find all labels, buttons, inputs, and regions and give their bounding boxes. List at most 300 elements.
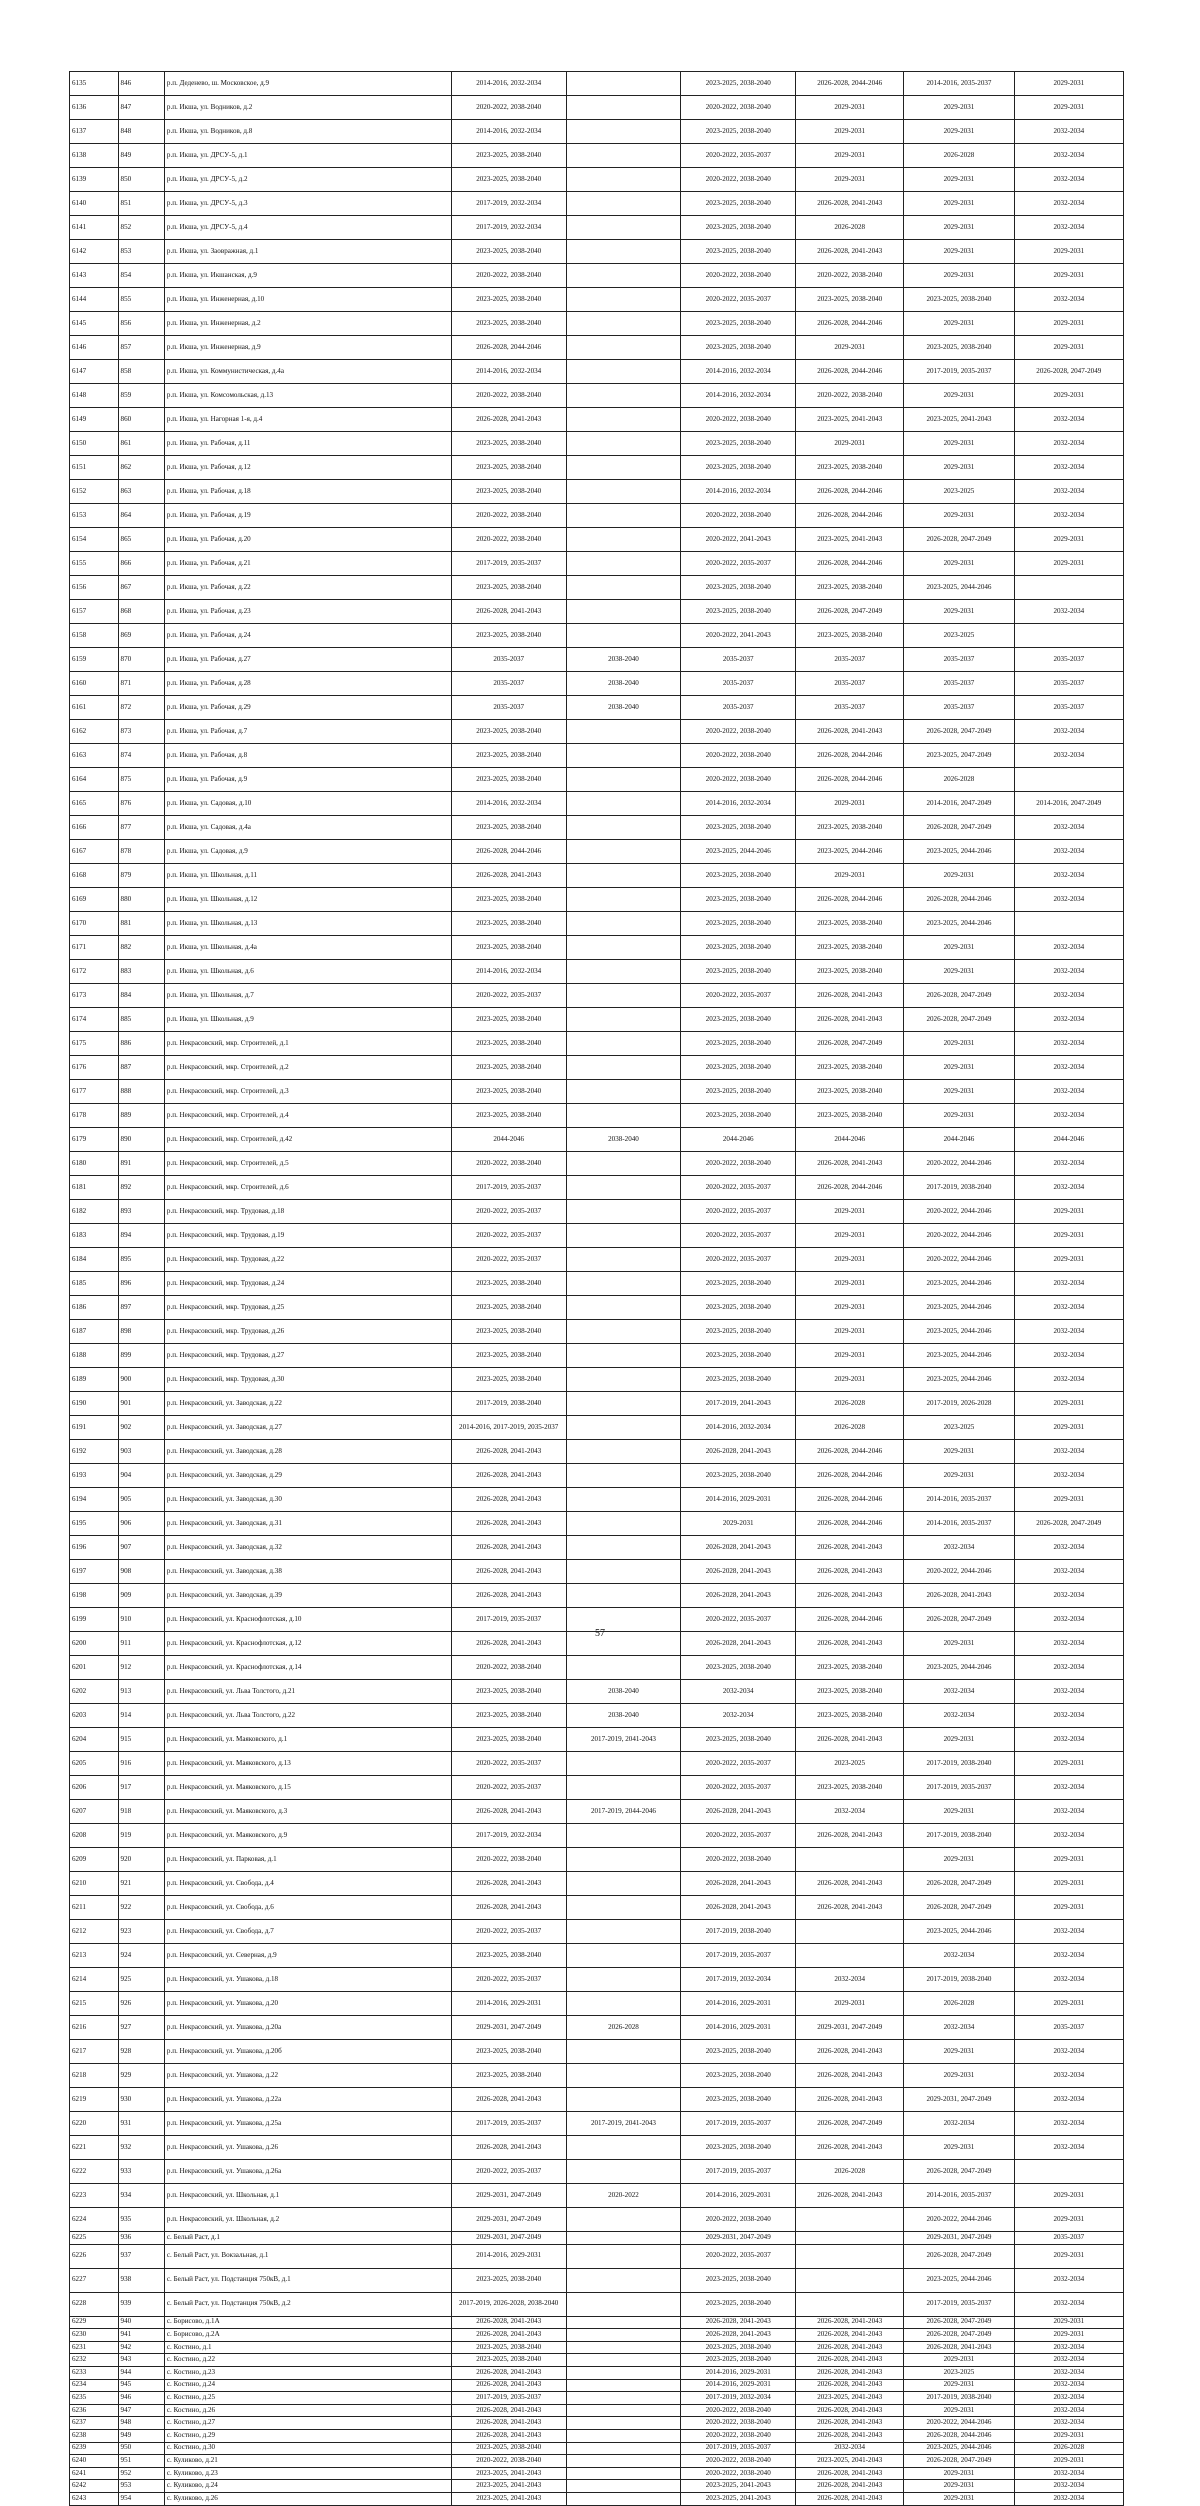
- cell-address: с. Костино, д.22: [164, 2354, 451, 2367]
- table-row: [70, 2492, 1124, 2505]
- cell-period-3: 2020-2022, 2035-2037: [681, 1200, 796, 1224]
- table-row: [70, 360, 1124, 384]
- cell-period-3: 2023-2025, 2038-2040: [681, 1344, 796, 1368]
- cell-period-3: 2044-2046: [681, 1128, 796, 1152]
- cell-period-5: 2029-2031: [904, 432, 1014, 456]
- cell-period-2: [566, 2429, 681, 2442]
- cell-house-number: 944: [118, 2366, 164, 2379]
- cell-row-number: 6232: [70, 2354, 119, 2367]
- cell-house-number: 907: [118, 1536, 164, 1560]
- cell-period-6: 2032-2034: [1014, 888, 1123, 912]
- cell-period-1: 2026-2028, 2041-2043: [451, 1872, 566, 1896]
- cell-house-number: 856: [118, 312, 164, 336]
- cell-period-4: 2026-2028, 2041-2043: [796, 2341, 904, 2354]
- cell-period-4: [796, 1944, 904, 1968]
- cell-row-number: 6202: [70, 1680, 119, 1704]
- cell-period-6: 2032-2034: [1014, 1824, 1123, 1848]
- cell-period-5: 2023-2025, 2044-2046: [904, 2442, 1014, 2455]
- cell-house-number: 932: [118, 2136, 164, 2160]
- cell-address: р.п. Некрасовский, ул. Свобода, д.4: [164, 1872, 451, 1896]
- cell-row-number: 6231: [70, 2341, 119, 2354]
- cell-period-2: [566, 888, 681, 912]
- cell-period-4: [796, 2268, 904, 2292]
- cell-house-number: 894: [118, 1224, 164, 1248]
- cell-period-4: 2023-2025, 2038-2040: [796, 288, 904, 312]
- cell-period-6: 2032-2034: [1014, 1056, 1123, 1080]
- cell-address: р.п. Икша, ул. Рабочая, д.12: [164, 456, 451, 480]
- cell-house-number: 878: [118, 840, 164, 864]
- cell-period-1: 2017-2019, 2035-2037: [451, 1608, 566, 1632]
- cell-address: р.п. Некрасовский, ул. Ушакова, д.22: [164, 2064, 451, 2088]
- cell-period-6: 2029-2031: [1014, 1992, 1123, 2016]
- cell-period-6: 2032-2034: [1014, 288, 1123, 312]
- cell-period-5: 2023-2025, 2044-2046: [904, 1344, 1014, 1368]
- cell-period-3: 2020-2022, 2038-2040: [681, 2417, 796, 2430]
- cell-period-6: 2029-2031: [1014, 1224, 1123, 1248]
- cell-period-2: [566, 1080, 681, 1104]
- cell-period-2: [566, 2040, 681, 2064]
- cell-period-1: 2017-2019, 2035-2037: [451, 2392, 566, 2405]
- cell-period-1: 2026-2028, 2041-2043: [451, 2379, 566, 2392]
- cell-period-6: 2029-2031: [1014, 1872, 1123, 1896]
- cell-period-5: 2029-2031: [904, 2404, 1014, 2417]
- cell-period-4: 2032-2034: [796, 1800, 904, 1824]
- cell-period-5: 2023-2025, 2044-2046: [904, 1368, 1014, 1392]
- cell-address: р.п. Некрасовский, ул. Заводская, д.39: [164, 1584, 451, 1608]
- cell-period-5: 2044-2046: [904, 1128, 1014, 1152]
- cell-period-2: [566, 2244, 681, 2268]
- cell-address: р.п. Икша, ул. ДРСУ-5, д.1: [164, 144, 451, 168]
- cell-period-6: 2032-2034: [1014, 1320, 1123, 1344]
- cell-house-number: 946: [118, 2392, 164, 2405]
- cell-period-3: 2020-2022, 2038-2040: [681, 1848, 796, 1872]
- cell-period-2: [566, 2316, 681, 2329]
- table-row: [70, 1512, 1124, 1536]
- cell-period-3: 2023-2025, 2038-2040: [681, 600, 796, 624]
- cell-address: р.п. Икша, ул. Рабочая, д.28: [164, 672, 451, 696]
- cell-period-5: 2029-2031: [904, 384, 1014, 408]
- cell-period-6: 2032-2034: [1014, 1560, 1123, 1584]
- table-row: [70, 1224, 1124, 1248]
- cell-period-2: [566, 2136, 681, 2160]
- cell-period-6: 2032-2034: [1014, 1920, 1123, 1944]
- cell-period-4: 2023-2025, 2038-2040: [796, 1080, 904, 1104]
- cell-period-3: 2035-2037: [681, 648, 796, 672]
- cell-period-2: [566, 816, 681, 840]
- cell-period-6: 2029-2031: [1014, 312, 1123, 336]
- cell-row-number: 6163: [70, 744, 119, 768]
- cell-period-2: 2038-2040: [566, 1704, 681, 1728]
- cell-address: р.п. Некрасовский, ул. Ушакова, д.18: [164, 1968, 451, 1992]
- cell-row-number: 6168: [70, 864, 119, 888]
- cell-period-4: 2026-2028, 2041-2043: [796, 2417, 904, 2430]
- cell-period-1: 2020-2022, 2038-2040: [451, 2455, 566, 2468]
- cell-period-6: 2014-2016, 2047-2049: [1014, 792, 1123, 816]
- cell-house-number: 915: [118, 1728, 164, 1752]
- cell-row-number: 6196: [70, 1536, 119, 1560]
- cell-period-3: 2023-2025, 2038-2040: [681, 960, 796, 984]
- cell-period-6: 2035-2037: [1014, 2016, 1123, 2040]
- cell-row-number: 6192: [70, 1440, 119, 1464]
- cell-period-4: 2023-2025, 2041-2043: [796, 2455, 904, 2468]
- table-row: [70, 2480, 1124, 2493]
- cell-house-number: 953: [118, 2480, 164, 2493]
- cell-house-number: 883: [118, 960, 164, 984]
- cell-period-6: 2032-2034: [1014, 984, 1123, 1008]
- cell-period-6: 2032-2034: [1014, 816, 1123, 840]
- cell-period-2: [566, 96, 681, 120]
- table-row: [70, 1368, 1124, 1392]
- cell-house-number: 895: [118, 1248, 164, 1272]
- cell-address: р.п. Некрасовский, ул. Краснофлотская, д.14: [164, 1656, 451, 1680]
- cell-house-number: 905: [118, 1488, 164, 1512]
- cell-period-1: 2044-2046: [451, 1128, 566, 1152]
- cell-period-4: 2029-2031: [796, 1992, 904, 2016]
- cell-house-number: 846: [118, 72, 164, 96]
- cell-period-5: 2017-2019, 2026-2028: [904, 1392, 1014, 1416]
- cell-period-3: 2017-2019, 2035-2037: [681, 2112, 796, 2136]
- cell-period-4: 2026-2028, 2041-2043: [796, 240, 904, 264]
- cell-house-number: 849: [118, 144, 164, 168]
- cell-period-6: 2032-2034: [1014, 216, 1123, 240]
- table-row: [70, 216, 1124, 240]
- cell-address: р.п. Некрасовский, мкр. Трудовая, д.18: [164, 1200, 451, 1224]
- table-row: [70, 1176, 1124, 1200]
- cell-address: р.п. Некрасовский, ул. Ушакова, д.22а: [164, 2088, 451, 2112]
- cell-period-4: 2023-2025, 2038-2040: [796, 912, 904, 936]
- cell-period-5: 2029-2031: [904, 1464, 1014, 1488]
- cell-period-6: 2029-2031: [1014, 2184, 1123, 2208]
- cell-address: р.п. Некрасовский, ул. Заводская, д.28: [164, 1440, 451, 1464]
- cell-address: с. Куликово, д.21: [164, 2455, 451, 2468]
- cell-period-5: 2023-2025, 2038-2040: [904, 336, 1014, 360]
- cell-period-5: 2023-2025, 2044-2046: [904, 840, 1014, 864]
- cell-period-1: 2014-2016, 2032-2034: [451, 72, 566, 96]
- cell-period-4: 2026-2028, 2041-2043: [796, 2404, 904, 2417]
- cell-row-number: 6219: [70, 2088, 119, 2112]
- cell-row-number: 6228: [70, 2292, 119, 2316]
- table-row: [70, 864, 1124, 888]
- cell-period-4: 2026-2028, 2041-2043: [796, 2480, 904, 2493]
- cell-address: с. Костино, д.23: [164, 2366, 451, 2379]
- cell-period-2: [566, 1752, 681, 1776]
- table-body: [70, 72, 1124, 2506]
- cell-period-5: 2026-2028, 2044-2046: [904, 2429, 1014, 2442]
- cell-period-1: 2023-2025, 2038-2040: [451, 288, 566, 312]
- cell-row-number: 6167: [70, 840, 119, 864]
- cell-period-5: 2020-2022, 2044-2046: [904, 2417, 1014, 2430]
- cell-period-1: 2014-2016, 2029-2031: [451, 2244, 566, 2268]
- cell-period-2: [566, 864, 681, 888]
- cell-period-3: 2014-2016, 2032-2034: [681, 1416, 796, 1440]
- cell-period-3: 2026-2028, 2041-2043: [681, 1440, 796, 1464]
- cell-house-number: 922: [118, 1896, 164, 1920]
- cell-address: р.п. Икша, ул. Школьная, д.4а: [164, 936, 451, 960]
- cell-period-5: 2035-2037: [904, 672, 1014, 696]
- cell-period-6: 2032-2034: [1014, 1800, 1123, 1824]
- cell-period-2: [566, 2088, 681, 2112]
- cell-address: с. Борисово, д.2А: [164, 2329, 451, 2342]
- cell-row-number: 6197: [70, 1560, 119, 1584]
- cell-address: р.п. Некрасовский, ул. Заводская, д.29: [164, 1464, 451, 1488]
- cell-period-5: 2029-2031: [904, 2040, 1014, 2064]
- cell-period-1: 2023-2025, 2038-2040: [451, 576, 566, 600]
- cell-period-6: 2044-2046: [1014, 1128, 1123, 1152]
- cell-period-6: 2029-2031: [1014, 336, 1123, 360]
- cell-period-6: 2032-2034: [1014, 2492, 1123, 2505]
- cell-period-2: [566, 1536, 681, 1560]
- cell-period-2: [566, 1920, 681, 1944]
- cell-period-6: 2035-2037: [1014, 672, 1123, 696]
- cell-period-5: 2023-2025, 2044-2046: [904, 1272, 1014, 1296]
- cell-period-3: 2023-2025, 2038-2040: [681, 2268, 796, 2292]
- cell-house-number: 912: [118, 1656, 164, 1680]
- cell-house-number: 868: [118, 600, 164, 624]
- cell-period-1: 2020-2022, 2035-2037: [451, 1968, 566, 1992]
- cell-period-1: 2026-2028, 2041-2043: [451, 2404, 566, 2417]
- cell-period-5: 2023-2025: [904, 2366, 1014, 2379]
- cell-row-number: 6155: [70, 552, 119, 576]
- cell-address: р.п. Икша, ул. Рабочая, д.7: [164, 720, 451, 744]
- cell-period-6: 2032-2034: [1014, 2354, 1123, 2367]
- cell-period-5: 2026-2028: [904, 768, 1014, 792]
- cell-row-number: 6190: [70, 1392, 119, 1416]
- cell-period-3: 2032-2034: [681, 1680, 796, 1704]
- cell-house-number: 879: [118, 864, 164, 888]
- cell-house-number: 900: [118, 1368, 164, 1392]
- cell-period-4: 2023-2025, 2041-2043: [796, 408, 904, 432]
- cell-row-number: 6153: [70, 504, 119, 528]
- cell-period-2: [566, 1656, 681, 1680]
- cell-period-5: 2023-2025, 2044-2046: [904, 2268, 1014, 2292]
- cell-period-6: 2029-2031: [1014, 2429, 1123, 2442]
- cell-period-5: 2029-2031: [904, 1848, 1014, 1872]
- cell-row-number: 6235: [70, 2392, 119, 2405]
- cell-period-5: 2029-2031: [904, 504, 1014, 528]
- cell-period-5: 2026-2028, 2044-2046: [904, 888, 1014, 912]
- cell-period-2: [566, 432, 681, 456]
- cell-address: р.п. Некрасовский, ул. Краснофлотская, д.12: [164, 1632, 451, 1656]
- cell-address: р.п. Икша, ул. Рабочая, д.27: [164, 648, 451, 672]
- table-row: [70, 2455, 1124, 2468]
- cell-period-1: 2023-2025, 2041-2043: [451, 2467, 566, 2480]
- table-row: [70, 792, 1124, 816]
- cell-period-3: 2029-2031: [681, 1512, 796, 1536]
- cell-period-5: 2032-2034: [904, 1944, 1014, 1968]
- cell-house-number: 880: [118, 888, 164, 912]
- cell-period-4: 2026-2028, 2041-2043: [796, 2136, 904, 2160]
- cell-address: с. Костино, д.27: [164, 2417, 451, 2430]
- cell-period-2: [566, 1824, 681, 1848]
- cell-house-number: 941: [118, 2329, 164, 2342]
- cell-period-2: [566, 1368, 681, 1392]
- cell-period-5: 2014-2016, 2035-2037: [904, 72, 1014, 96]
- cell-address: р.п. Некрасовский, ул. Маяковского, д.3: [164, 1800, 451, 1824]
- cell-period-6: 2032-2034: [1014, 1176, 1123, 1200]
- cell-row-number: 6205: [70, 1752, 119, 1776]
- cell-house-number: 925: [118, 1968, 164, 1992]
- table-row: [70, 2136, 1124, 2160]
- table-row: [70, 768, 1124, 792]
- cell-period-6: [1014, 2160, 1123, 2184]
- cell-row-number: 6222: [70, 2160, 119, 2184]
- cell-house-number: 884: [118, 984, 164, 1008]
- table-row: [70, 1800, 1124, 1824]
- cell-house-number: 931: [118, 2112, 164, 2136]
- cell-period-6: 2029-2031: [1014, 2455, 1123, 2468]
- cell-period-2: [566, 1344, 681, 1368]
- cell-period-4: 2026-2028, 2041-2043: [796, 2316, 904, 2329]
- cell-period-5: 2035-2037: [904, 648, 1014, 672]
- cell-period-1: 2023-2025, 2041-2043: [451, 2480, 566, 2493]
- cell-row-number: 6210: [70, 1872, 119, 1896]
- cell-address: р.п. Некрасовский, ул. Льва Толстого, д.21: [164, 1680, 451, 1704]
- cell-period-1: 2023-2025, 2038-2040: [451, 1056, 566, 1080]
- cell-address: р.п. Икша, ул. Рабочая, д.8: [164, 744, 451, 768]
- cell-period-1: 2023-2025, 2038-2040: [451, 456, 566, 480]
- cell-period-5: 2026-2028, 2047-2049: [904, 2329, 1014, 2342]
- cell-period-3: 2020-2022, 2035-2037: [681, 1824, 796, 1848]
- cell-house-number: 914: [118, 1704, 164, 1728]
- cell-period-2: [566, 312, 681, 336]
- cell-period-4: 2026-2028, 2041-2043: [796, 2467, 904, 2480]
- cell-period-4: 2026-2028, 2047-2049: [796, 2112, 904, 2136]
- cell-period-5: 2029-2031: [904, 1104, 1014, 1128]
- table-row: [70, 1464, 1124, 1488]
- cell-period-1: 2023-2025, 2038-2040: [451, 744, 566, 768]
- cell-period-5: 2014-2016, 2035-2037: [904, 1512, 1014, 1536]
- cell-row-number: 6199: [70, 1608, 119, 1632]
- cell-period-6: 2029-2031: [1014, 1488, 1123, 1512]
- cell-period-1: 2026-2028, 2041-2043: [451, 2417, 566, 2430]
- cell-period-5: 2014-2016, 2035-2037: [904, 2184, 1014, 2208]
- cell-row-number: 6148: [70, 384, 119, 408]
- cell-period-5: 2020-2022, 2044-2046: [904, 1224, 1014, 1248]
- cell-period-6: 2032-2034: [1014, 1368, 1123, 1392]
- table-row: [70, 504, 1124, 528]
- cell-row-number: 6137: [70, 120, 119, 144]
- table-row: [70, 600, 1124, 624]
- cell-house-number: 903: [118, 1440, 164, 1464]
- table-row: [70, 624, 1124, 648]
- cell-house-number: 875: [118, 768, 164, 792]
- cell-period-4: 2029-2031: [796, 792, 904, 816]
- cell-period-6: 2032-2034: [1014, 1584, 1123, 1608]
- cell-period-1: 2026-2028, 2041-2043: [451, 1896, 566, 1920]
- cell-row-number: 6152: [70, 480, 119, 504]
- cell-house-number: 855: [118, 288, 164, 312]
- cell-period-3: 2020-2022, 2035-2037: [681, 1776, 796, 1800]
- cell-period-3: 2035-2037: [681, 672, 796, 696]
- cell-period-3: 2023-2025, 2038-2040: [681, 312, 796, 336]
- cell-period-1: 2035-2037: [451, 672, 566, 696]
- cell-period-1: 2023-2025, 2038-2040: [451, 624, 566, 648]
- cell-period-1: 2017-2019, 2035-2037: [451, 1176, 566, 1200]
- cell-period-4: 2029-2031: [796, 336, 904, 360]
- cell-period-1: 2014-2016, 2032-2034: [451, 360, 566, 384]
- cell-period-5: 2029-2031: [904, 240, 1014, 264]
- cell-house-number: 896: [118, 1272, 164, 1296]
- cell-row-number: 6214: [70, 1968, 119, 1992]
- cell-address: р.п. Икша, ул. Рабочая, д.11: [164, 432, 451, 456]
- cell-address: с. Куликово, д.23: [164, 2467, 451, 2480]
- cell-period-4: [796, 2208, 904, 2232]
- cell-house-number: 853: [118, 240, 164, 264]
- cell-house-number: 872: [118, 696, 164, 720]
- cell-period-5: 2026-2028, 2047-2049: [904, 816, 1014, 840]
- cell-period-3: 2023-2025, 2038-2040: [681, 1272, 796, 1296]
- cell-period-3: 2020-2022, 2038-2040: [681, 2404, 796, 2417]
- cell-period-2: [566, 2160, 681, 2184]
- cell-period-3: 2014-2016, 2029-2031: [681, 2379, 796, 2392]
- cell-row-number: 6179: [70, 1128, 119, 1152]
- cell-period-5: 2020-2022, 2044-2046: [904, 1152, 1014, 1176]
- cell-row-number: 6185: [70, 1272, 119, 1296]
- cell-address: с. Костино, д.25: [164, 2392, 451, 2405]
- cell-period-2: [566, 1152, 681, 1176]
- cell-period-2: [566, 1968, 681, 1992]
- cell-period-1: 2026-2028, 2041-2043: [451, 2136, 566, 2160]
- cell-address: р.п. Некрасовский, ул. Свобода, д.7: [164, 1920, 451, 1944]
- cell-period-6: 2032-2034: [1014, 1080, 1123, 1104]
- cell-period-1: 2026-2028, 2041-2043: [451, 2366, 566, 2379]
- cell-period-6: 2032-2034: [1014, 1776, 1123, 1800]
- cell-period-2: 2038-2040: [566, 672, 681, 696]
- cell-period-6: 2032-2034: [1014, 2064, 1123, 2088]
- cell-period-5: 2023-2025: [904, 480, 1014, 504]
- table-row: [70, 984, 1124, 1008]
- table-row: [70, 72, 1124, 96]
- cell-period-4: 2026-2028, 2044-2046: [796, 1176, 904, 1200]
- cell-house-number: 919: [118, 1824, 164, 1848]
- cell-period-1: 2020-2022, 2038-2040: [451, 384, 566, 408]
- cell-period-2: [566, 1464, 681, 1488]
- table-row: [70, 528, 1124, 552]
- table-row: [70, 2184, 1124, 2208]
- cell-period-3: 2023-2025, 2038-2040: [681, 1296, 796, 1320]
- cell-period-1: 2026-2028, 2041-2043: [451, 1584, 566, 1608]
- cell-period-3: 2023-2025, 2038-2040: [681, 2040, 796, 2064]
- cell-period-2: [566, 2292, 681, 2316]
- cell-address: р.п. Некрасовский, мкр. Трудовая, д.30: [164, 1368, 451, 1392]
- cell-period-5: 2023-2025, 2044-2046: [904, 1920, 1014, 1944]
- cell-period-1: 2023-2025, 2038-2040: [451, 144, 566, 168]
- cell-period-6: 2026-2028: [1014, 2442, 1123, 2455]
- cell-period-1: 2023-2025, 2038-2040: [451, 1680, 566, 1704]
- cell-period-5: 2023-2025: [904, 1416, 1014, 1440]
- cell-row-number: 6226: [70, 2244, 119, 2268]
- table-row: [70, 1560, 1124, 1584]
- cell-period-5: 2029-2031: [904, 216, 1014, 240]
- cell-period-3: 2023-2025, 2038-2040: [681, 2136, 796, 2160]
- cell-period-3: 2023-2025, 2038-2040: [681, 1728, 796, 1752]
- cell-period-4: 2029-2031: [796, 120, 904, 144]
- cell-period-1: 2026-2028, 2044-2046: [451, 336, 566, 360]
- table-row: [70, 1152, 1124, 1176]
- cell-house-number: 923: [118, 1920, 164, 1944]
- cell-period-4: [796, 2232, 904, 2245]
- cell-period-3: 2023-2025, 2038-2040: [681, 2292, 796, 2316]
- table-row: [70, 1656, 1124, 1680]
- cell-house-number: 920: [118, 1848, 164, 1872]
- cell-period-5: 2035-2037: [904, 696, 1014, 720]
- cell-period-1: 2026-2028, 2041-2043: [451, 1560, 566, 1584]
- cell-period-1: 2017-2019, 2032-2034: [451, 216, 566, 240]
- cell-address: р.п. Икша, ул. Икшанская, д.9: [164, 264, 451, 288]
- cell-row-number: 6180: [70, 1152, 119, 1176]
- cell-period-2: 2038-2040: [566, 1128, 681, 1152]
- table-row: [70, 1920, 1124, 1944]
